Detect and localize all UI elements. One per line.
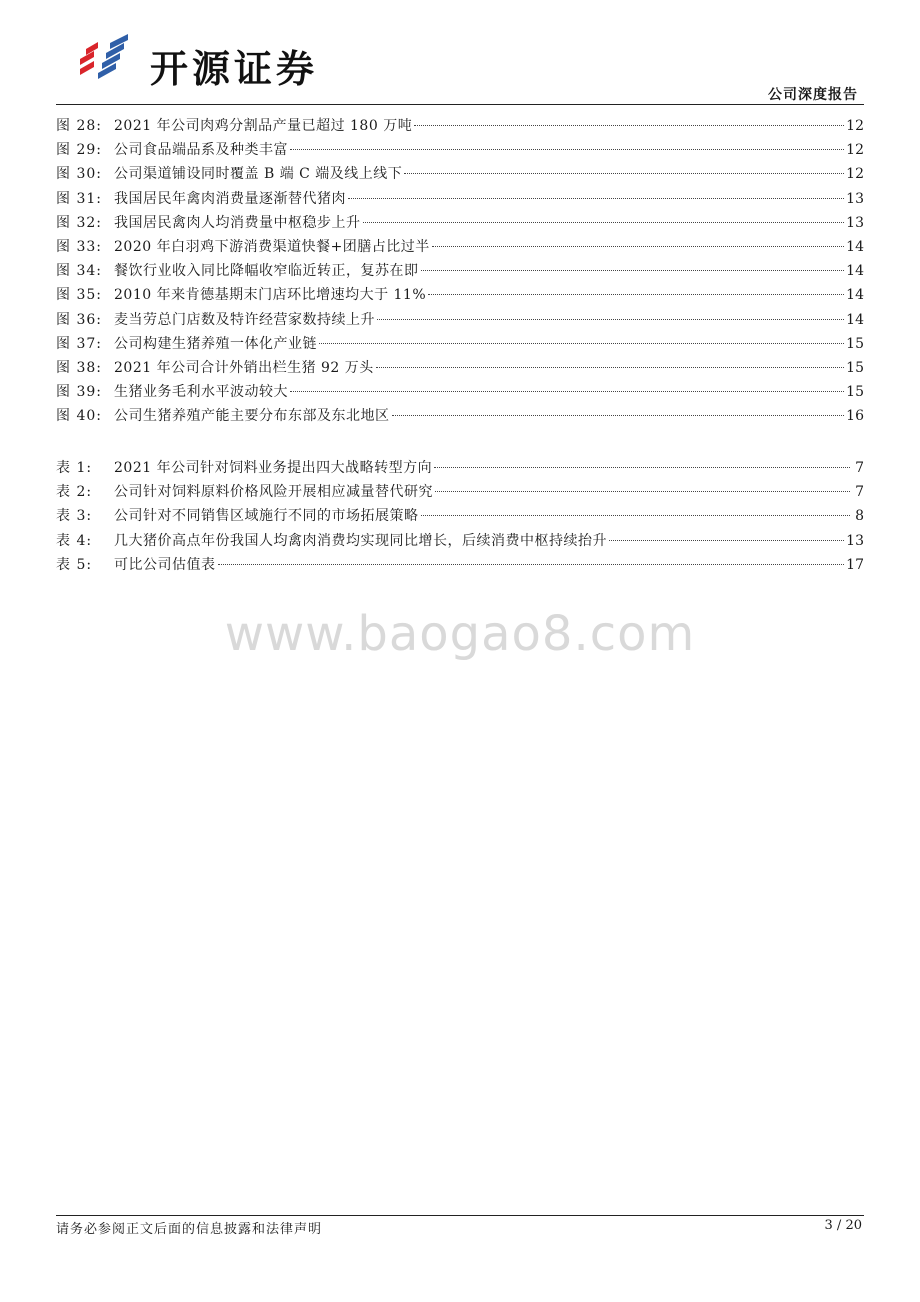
entry-page-number: 17 — [846, 556, 864, 573]
entry-label: 图 31: — [56, 190, 102, 207]
entry-title: 我国居民年禽肉消费量逐渐替代猪肉 — [114, 190, 346, 207]
entry-page-number: 14 — [846, 287, 864, 304]
dot-leader — [421, 515, 851, 516]
toc-entry[interactable] — [56, 114, 864, 138]
toc-entry[interactable] — [56, 404, 864, 428]
entry-label: 表 5: — [56, 556, 93, 573]
entry-page-number: 15 — [846, 384, 864, 401]
entry-title: 生猪业务毛利水平波动较大 — [114, 384, 288, 401]
entry-title: 2010 年来肯德基期末门店环比增速均大于 11% — [114, 287, 427, 304]
entry-page-number: 12 — [846, 142, 864, 159]
toc-entry[interactable] — [56, 529, 864, 553]
entry-label: 表 1: — [56, 460, 93, 476]
toc-entry[interactable] — [56, 283, 864, 307]
entry-title: 可比公司估值表 — [114, 556, 216, 573]
entry-title: 公司渠道铺设同时覆盖 B 端 C 端及线上线下 — [114, 166, 403, 183]
entry-label: 图 34: — [56, 263, 102, 280]
entry-page-number: 14 — [846, 263, 864, 280]
dot-leader — [348, 198, 844, 199]
toc-entry[interactable] — [56, 380, 864, 404]
toc-entry[interactable] — [56, 187, 864, 211]
entry-label: 图 35: — [56, 287, 102, 304]
entry-page-number: 8 — [855, 508, 864, 525]
entry-title: 公司针对不同销售区域施行不同的市场拓展策略 — [114, 508, 419, 525]
entry-page-number: 12 — [846, 166, 864, 183]
toc-entry[interactable] — [56, 553, 864, 577]
toc-entry[interactable] — [56, 259, 864, 283]
dot-leader — [432, 246, 844, 247]
entry-page-number: 14 — [846, 238, 864, 255]
kaiyuan-logo-icon — [76, 33, 136, 83]
toc-entry[interactable] — [56, 504, 864, 528]
dot-leader — [404, 173, 844, 174]
entry-label: 图 28: — [56, 118, 102, 134]
toc-entry[interactable] — [56, 211, 864, 235]
dot-leader — [290, 149, 844, 150]
footer-disclaimer: 请务必参阅正文后面的信息披露和法律声明 — [56, 1222, 323, 1237]
entry-title: 几大猪价高点年份我国人均禽肉消费均实现同比增长，后续消费中枢持续抬升 — [114, 532, 607, 549]
entry-label: 图 30: — [56, 166, 102, 183]
dot-leader — [435, 491, 850, 492]
entry-page-number: 12 — [846, 118, 864, 134]
table-list — [56, 456, 864, 577]
dot-leader — [376, 367, 844, 368]
entry-page-number: 13 — [846, 532, 864, 549]
entry-label: 图 29: — [56, 142, 102, 159]
toc-entry[interactable] — [56, 332, 864, 356]
entry-page-number: 13 — [846, 214, 864, 231]
entry-page-number: 14 — [846, 311, 864, 328]
entry-page-number: 15 — [846, 335, 864, 352]
dot-leader — [414, 125, 844, 126]
entry-page-number: 15 — [846, 359, 864, 376]
page-number: 3 / 20 — [824, 1218, 862, 1233]
toc-entry[interactable] — [56, 356, 864, 380]
entry-title: 公司针对饲料原料价格风险开展相应减量替代研究 — [114, 484, 433, 501]
entry-label: 表 2: — [56, 484, 93, 501]
toc-entry[interactable] — [56, 235, 864, 259]
entry-label: 图 38: — [56, 359, 102, 376]
entry-label: 图 36: — [56, 311, 102, 328]
toc-entry[interactable] — [56, 456, 864, 480]
entry-title: 2021 年公司针对饲料业务提出四大战略转型方向 — [114, 460, 433, 476]
dot-leader — [319, 343, 844, 344]
toc-entry[interactable] — [56, 162, 864, 186]
dot-leader — [377, 319, 844, 320]
header-divider — [56, 104, 864, 105]
footer-divider — [56, 1215, 864, 1216]
report-type-label: 公司深度报告 — [768, 87, 858, 103]
entry-label: 图 40: — [56, 408, 102, 425]
dot-leader — [421, 270, 845, 271]
dot-leader — [363, 222, 845, 223]
page-header — [0, 0, 920, 108]
entry-label: 表 3: — [56, 508, 93, 525]
entry-label: 表 4: — [56, 532, 93, 549]
entry-page-number: 7 — [855, 460, 864, 476]
entry-label: 图 33: — [56, 238, 102, 255]
entry-label: 图 32: — [56, 214, 102, 231]
toc-entry[interactable] — [56, 138, 864, 162]
entry-title: 公司构建生猪养殖一体化产业链 — [114, 335, 317, 352]
entry-page-number: 13 — [846, 190, 864, 207]
entry-label: 图 37: — [56, 335, 102, 352]
entry-page-number: 7 — [855, 484, 864, 501]
entry-title: 我国居民禽肉人均消费量中枢稳步上升 — [114, 214, 361, 231]
dot-leader — [392, 415, 845, 416]
entry-title: 2021 年公司肉鸡分割品产量已超过 180 万吨 — [114, 118, 413, 134]
figure-list — [56, 114, 864, 428]
entry-title: 公司食品端品系及种类丰富 — [114, 142, 288, 159]
toc-entry[interactable] — [56, 308, 864, 332]
entry-title: 麦当劳总门店数及特许经营家数持续上升 — [114, 311, 375, 328]
dot-leader — [428, 294, 844, 295]
toc-entry[interactable] — [56, 480, 864, 504]
dot-leader — [609, 540, 844, 541]
entry-title: 公司生猪养殖产能主要分布东部及东北地区 — [114, 408, 390, 425]
entry-title: 2020 年白羽鸡下游消费渠道快餐+团膳占比过半 — [114, 238, 430, 255]
dot-leader — [218, 564, 845, 565]
watermark-text: www.baogao8.com — [224, 606, 696, 662]
entry-title: 餐饮行业收入同比降幅收窄临近转正，复苏在即 — [114, 263, 419, 280]
dot-leader — [290, 391, 844, 392]
brand-name: 开源证券 — [150, 47, 319, 91]
entry-page-number: 16 — [846, 408, 864, 425]
dot-leader — [434, 467, 850, 468]
entry-label: 图 39: — [56, 384, 102, 401]
entry-title: 2021 年公司合计外销出栏生猪 92 万头 — [114, 359, 374, 376]
